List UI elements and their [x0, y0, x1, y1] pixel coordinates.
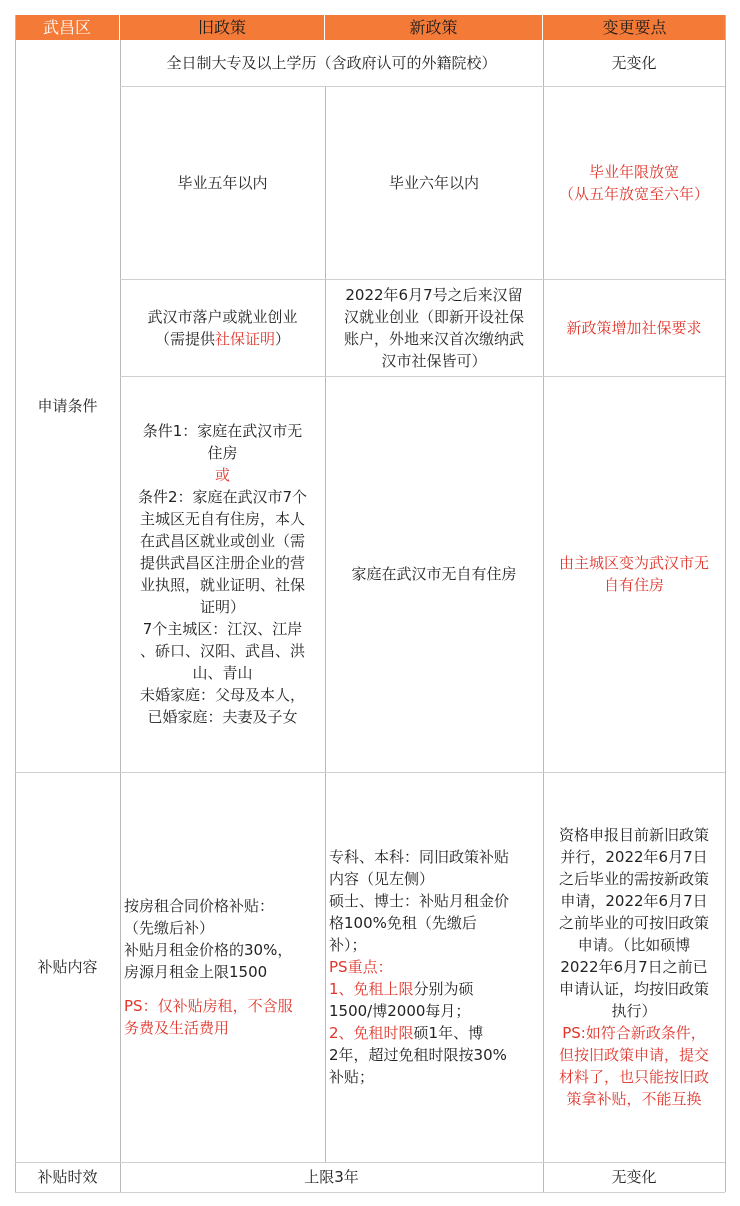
social-proof-highlight: 社保证明 [214, 329, 275, 348]
subsidy-change-line: 申请认证，均按旧政策 [558, 980, 709, 998]
subsidy-new-item2-line3: 补贴； [329, 1068, 375, 1086]
social-change: 新政策增加社保要求 [566, 318, 702, 337]
housing-old-line: 已婚家庭：夫妻及子女 [147, 708, 298, 726]
social-new-line4: 汉市社保皆可） [381, 351, 487, 370]
subsidy-old-line: 按房租合同价格补贴： [124, 897, 275, 915]
housing-change-line2: 自有住房 [603, 576, 664, 594]
social-new-line3: 账户，外地来汉首次缴纳武 [343, 329, 524, 348]
housing-old-line: 业执照，就业证明、社保 [139, 576, 305, 594]
duration-change: 无变化 [611, 1168, 657, 1186]
subsidy-change-line: 并行，2022年6月7日 [560, 848, 708, 866]
subsidy-old-line: （先缴后补） [124, 919, 215, 937]
label-application-conditions: 申请条件 [37, 397, 98, 415]
duration-policy: 上限3年 [304, 1168, 359, 1186]
housing-old-line: 住房 [207, 444, 238, 462]
housing-old-line: 条件1：家庭在武汉市无 [142, 422, 303, 440]
subsidy-new-item2 [329, 1022, 483, 1044]
header-district: 武昌区 [15, 15, 120, 40]
graduation-change-line1: 毕业年限放宽 [588, 162, 679, 181]
subsidy-old-ps-line: 务费及生活费用 [124, 1019, 230, 1037]
subsidy-change-line: 2022年6月7日之前已 [560, 958, 708, 976]
row-divider-bottom [15, 1192, 725, 1193]
subsidy-new-item1-label: 1、免租上限 [329, 980, 414, 998]
housing-old-line: 提供武昌区注册企业的营 [139, 554, 305, 572]
subsidy-new-line: 内容（见左侧） [329, 870, 435, 888]
housing-old-line: 证明） [199, 598, 245, 616]
header-old-policy: 旧政策 [120, 15, 325, 40]
housing-old-line: 7个主城区：江汉、江岸 [142, 620, 303, 638]
subsidy-change-ps-line: 材料了，也只能按旧政 [558, 1068, 709, 1086]
housing-old-line: 山、青山 [192, 664, 253, 682]
subsidy-old-ps-line: PS：仅补贴房租，不含服 [124, 997, 293, 1015]
subsidy-change-line: 之后毕业的需按新政策 [558, 870, 709, 888]
housing-old-line: 在武昌区就业或创业（需 [139, 532, 305, 550]
social-new [325, 279, 543, 376]
housing-old-line: 未婚家庭：父母及本人， [139, 686, 305, 704]
social-old-line2-suffix: ） [275, 329, 291, 348]
subsidy-old [120, 772, 325, 1162]
subsidy-change-ps-line: PS:如符合新政条件， [562, 1024, 706, 1042]
subsidy-change-line: 执行） [611, 1002, 657, 1020]
subsidy-old-line: 补贴月租金价格的30%， [124, 941, 293, 959]
subsidy-new-line: 专科、本科：同旧政策补贴 [329, 848, 510, 866]
subsidy-change-line: 之前毕业的可按旧政策 [558, 914, 709, 932]
subsidy-change [543, 772, 725, 1162]
social-old-line1: 武汉市落户或就业创业 [147, 307, 298, 326]
housing-old-line: 主城区无自有住房，本人 [139, 510, 305, 528]
graduation-change-line2: （从五年放宽至六年） [558, 184, 709, 203]
social-old-line2 [155, 328, 290, 350]
subsidy-new-line: 补）； [329, 936, 367, 954]
subsidy-change-ps-line: 但按旧政策申请，提交 [558, 1046, 709, 1064]
education-policy: 全日制大专及以上学历（含政府认可的外籍院校） [166, 54, 497, 72]
subsidy-new [325, 772, 543, 1162]
housing-old-line: 、硚口、汉阳、武昌、洪 [139, 642, 305, 660]
header-new-policy: 新政策 [325, 15, 543, 40]
subsidy-new-line: 硕士、博士：补贴月租金价 [329, 892, 510, 910]
housing-change-line1: 由主城区变为武汉市无 [558, 554, 709, 572]
social-new-line1: 2022年6月7号之后来汉留 [345, 285, 523, 304]
graduation-old: 毕业五年以内 [177, 173, 268, 192]
subsidy-new-item2-line2: 2年，超过免租时限按30% [329, 1046, 507, 1064]
subsidy-new-item1-line2: 1500/博2000每月； [329, 1002, 471, 1020]
subsidy-new-item2-label: 2、免租时限 [329, 1024, 414, 1042]
subsidy-new-item2-text: 硕1年、博 [413, 1024, 484, 1042]
subsidy-new-ps-heading: PS重点： [329, 958, 393, 976]
education-change: 无变化 [611, 54, 657, 72]
subsidy-new-item1-text: 分别为硕 [413, 980, 474, 998]
graduation-change [543, 86, 725, 279]
housing-old-or: 或 [214, 466, 230, 484]
graduation-new: 毕业六年以内 [388, 173, 479, 192]
housing-old [120, 376, 325, 772]
subsidy-change-line: 申请。（比如硕博 [577, 936, 691, 954]
grid-line-right [725, 15, 726, 1192]
subsidy-change-line: 资格申报目前新旧政策 [558, 826, 709, 844]
housing-new: 家庭在武汉市无自有住房 [351, 565, 517, 583]
social-old-line2-prefix: （需提供 [154, 329, 215, 348]
subsidy-change-ps-line: 策拿补贴，不能互换 [566, 1090, 702, 1108]
housing-change [543, 376, 725, 772]
subsidy-new-line: 格100%免租（先缴后 [329, 914, 477, 932]
subsidy-change-line: 申请，2022年6月7日 [560, 892, 708, 910]
subsidy-old-line: 房源月租金上限1500 [124, 963, 268, 981]
label-subsidy-duration: 补贴时效 [37, 1168, 98, 1186]
social-new-line2: 汉就业创业（即新开设社保 [343, 307, 524, 326]
header-change-points: 变更要点 [543, 15, 726, 40]
housing-old-line: 条件2：家庭在武汉市7个 [137, 488, 308, 506]
social-old [120, 279, 325, 376]
subsidy-new-item1 [329, 978, 474, 1000]
label-subsidy-content: 补贴内容 [37, 958, 98, 976]
